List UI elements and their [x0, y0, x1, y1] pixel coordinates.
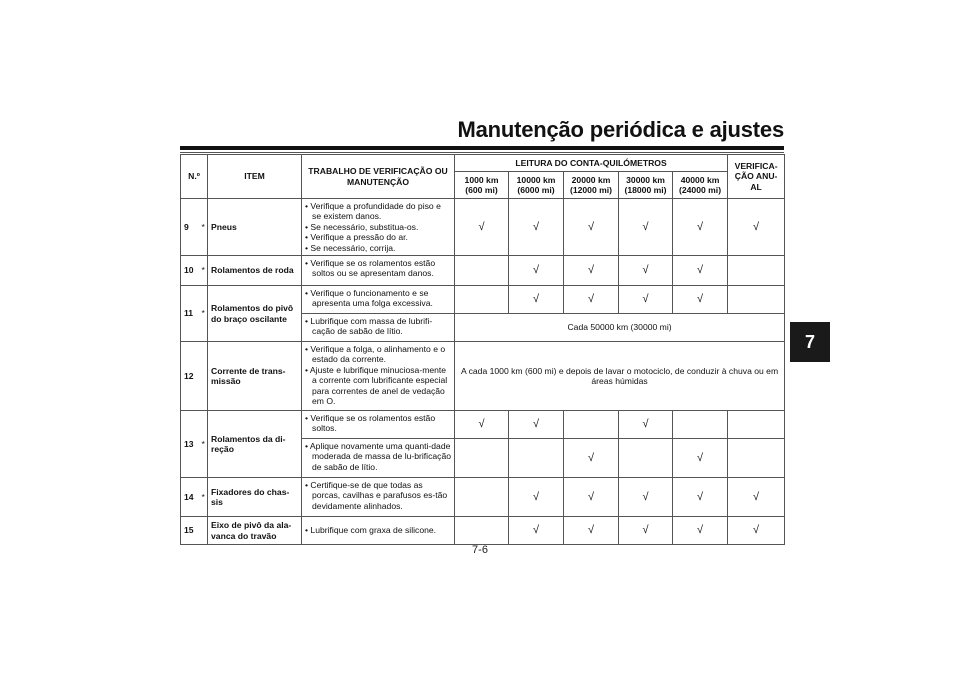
check-mark: √ — [564, 478, 619, 517]
row-work — [302, 199, 455, 256]
row-number: 13 — [181, 411, 199, 478]
empty-cell — [455, 478, 509, 517]
check-mark: √ — [509, 478, 564, 517]
row-number: 11 — [181, 286, 199, 342]
empty-cell — [455, 286, 509, 314]
check-mark: √ — [728, 199, 785, 256]
check-mark: √ — [673, 256, 728, 286]
check-mark: √ — [564, 517, 619, 545]
work-line: • Lubrifique com massa de lubrifi-cação de sabão de lítio. — [305, 316, 433, 337]
check-mark: √ — [509, 411, 564, 439]
row-work — [302, 256, 455, 286]
row-item: Rolamentos de roda — [208, 256, 302, 286]
empty-cell — [619, 439, 673, 478]
check-mark: √ — [673, 199, 728, 256]
asterisk-mark: * — [199, 478, 208, 517]
maintenance-table — [180, 154, 785, 545]
header-row — [181, 155, 785, 172]
work-line: • Verifique a profundidade do piso e se existem danos. — [305, 201, 441, 222]
empty-cell — [728, 439, 785, 478]
row-work — [302, 478, 455, 517]
title-rule — [180, 146, 784, 150]
header-km-30000: 30000 km (18000 mi) — [619, 172, 673, 199]
empty-cell — [455, 256, 509, 286]
asterisk-mark: * — [199, 256, 208, 286]
check-mark: √ — [619, 286, 673, 314]
row-number: 9 — [181, 199, 199, 256]
row-item: Pneus — [208, 199, 302, 256]
work-line: • Verifique se os rolamentos estão soltos. — [305, 413, 436, 434]
chapter-tab[interactable]: 7 — [790, 322, 830, 362]
table-row-10 — [181, 256, 785, 286]
work-line: • Verifique se os rolamentos estão soltos ou se apresentam danos. — [305, 258, 436, 279]
interval-text: Cada 50000 km (30000 mi) — [455, 314, 785, 342]
row-work — [302, 517, 455, 545]
row-work — [302, 286, 455, 314]
check-mark: √ — [619, 199, 673, 256]
asterisk-cell — [199, 342, 208, 411]
empty-cell — [455, 439, 509, 478]
check-mark: √ — [619, 517, 673, 545]
check-mark: √ — [673, 517, 728, 545]
row-number: 10 — [181, 256, 199, 286]
header-km-20000: 20000 km (12000 mi) — [564, 172, 619, 199]
check-mark: √ — [509, 517, 564, 545]
title-rule-thin — [180, 152, 784, 153]
interval-text: A cada 1000 km (600 mi) e depois de lavar o motociclo, de conduzir à chuva ou em áreas húmidas — [455, 342, 785, 411]
asterisk-mark: * — [199, 411, 208, 478]
check-mark: √ — [728, 517, 785, 545]
check-mark: √ — [509, 256, 564, 286]
work-line: • Se necessário, substitua-os. — [305, 221, 419, 232]
header-km-1000: 1000 km (600 mi) — [455, 172, 509, 199]
row-number: 15 — [181, 517, 199, 545]
check-mark: √ — [673, 478, 728, 517]
asterisk-mark: * — [199, 199, 208, 256]
row-number: 14 — [181, 478, 199, 517]
empty-cell — [728, 286, 785, 314]
header-km-40000: 40000 km (24000 mi) — [673, 172, 728, 199]
table-row-9 — [181, 199, 785, 256]
check-mark: √ — [619, 411, 673, 439]
work-line: • Lubrifique com graxa de silicone. — [305, 525, 437, 536]
table-row-12 — [181, 342, 785, 411]
empty-cell — [509, 439, 564, 478]
check-mark: √ — [509, 286, 564, 314]
table-row-11a — [181, 286, 785, 314]
header-no: N.º — [181, 155, 208, 199]
row-item: Fixadores do chas-sis — [208, 478, 302, 517]
row-work — [302, 439, 455, 478]
page-title: Manutenção periódica e ajustes — [457, 117, 784, 142]
work-line: • Verifique a folga, o alinhamento e o estado da corrente. — [305, 344, 446, 365]
header-item: ITEM — [208, 155, 302, 199]
empty-cell — [728, 411, 785, 439]
page-number: 7-6 — [472, 544, 488, 556]
check-mark: √ — [564, 286, 619, 314]
row-work — [302, 342, 455, 411]
header-odometer: LEITURA DO CONTA-QUILÓMETROS — [455, 155, 728, 172]
table-row-13a — [181, 411, 785, 439]
check-mark: √ — [509, 199, 564, 256]
empty-cell — [673, 411, 728, 439]
asterisk-cell — [199, 517, 208, 545]
check-mark: √ — [455, 411, 509, 439]
header-km-10000: 10000 km (6000 mi) — [509, 172, 564, 199]
empty-cell — [455, 517, 509, 545]
row-item: Eixo de pivô da ala-vanca do travão — [208, 517, 302, 545]
check-mark: √ — [728, 478, 785, 517]
check-mark: √ — [619, 478, 673, 517]
row-work — [302, 411, 455, 439]
check-mark: √ — [673, 286, 728, 314]
row-item: Corrente de trans-missão — [208, 342, 302, 411]
empty-cell — [728, 256, 785, 286]
work-line: • Verifique a pressão do ar. — [305, 232, 408, 243]
work-line: • Aplique novamente uma quanti-dade moderada de massa de lu-brificação de sabão de lítio. — [305, 441, 452, 472]
row-item: Rolamentos do pivô do braço oscilante — [208, 286, 302, 342]
header-work: TRABALHO DE VERIFICAÇÃO OU MANUTENÇÃO — [302, 155, 455, 199]
check-mark: √ — [673, 439, 728, 478]
work-line: • Verifique o funcionamento e se apresenta uma folga excessiva. — [305, 288, 433, 309]
table-row-15 — [181, 517, 785, 545]
check-mark: √ — [455, 199, 509, 256]
check-mark: √ — [564, 256, 619, 286]
row-work — [302, 314, 455, 342]
row-number: 12 — [181, 342, 199, 411]
work-line: • Ajuste e lubrifique minuciosa-mente a corrente com lubrificante especial para correntes de anel de vedação em O. — [305, 364, 448, 407]
work-line: • Certifique-se de que todas as porcas, cavilhas e parafusos es-tão devidamente alinhados. — [305, 480, 448, 511]
check-mark: √ — [619, 256, 673, 286]
check-mark: √ — [564, 199, 619, 256]
work-line: • Se necessário, corrija. — [305, 242, 396, 253]
check-mark: √ — [564, 439, 619, 478]
table-row-14 — [181, 478, 785, 517]
header-annual: VERIFICA-ÇÃO ANU-AL — [728, 155, 785, 199]
empty-cell — [564, 411, 619, 439]
row-item: Rolamentos da di-reção — [208, 411, 302, 478]
asterisk-mark: * — [199, 286, 208, 342]
